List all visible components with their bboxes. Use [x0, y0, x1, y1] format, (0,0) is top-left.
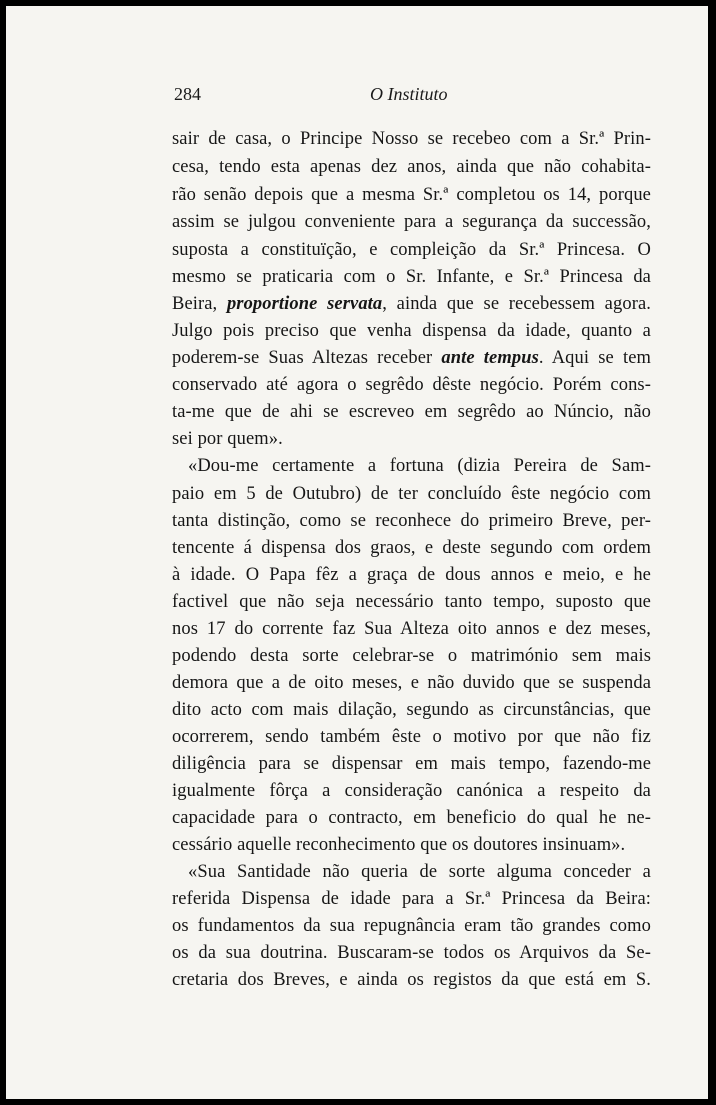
text-line: «Sua Santidade não queria de sorte alguma conceder a — [188, 862, 651, 882]
text-line: igualmente fôrça a consideração canónica a respeito da — [172, 781, 651, 801]
text-line: ta-me que de ahi se escreveo em segrêdo ao Núncio, não — [172, 402, 651, 422]
text-run: . Aqui se tem — [538, 348, 651, 368]
text-line: factivel que não seja necessário tanto tempo, suposto que — [172, 592, 651, 612]
text-line: paio em 5 de Outubro) de ter concluído êste negócio com — [172, 484, 651, 504]
text-line: tencente á dispensa dos graos, e deste segundo com ordem — [172, 538, 651, 558]
text-line: suposta a constituïção, e compleição da Sr.ª Princesa. O — [172, 240, 651, 260]
text-line: assim se julgou conveniente para a segurança da successão, — [172, 212, 651, 232]
text-run: Beira, — [172, 294, 227, 314]
text-line: rão senão depois que a mesma Sr.ª completou os 14, porque — [172, 185, 651, 205]
text-line: diligência para se dispensar em mais tempo, fazendo-me — [172, 754, 651, 774]
text-line: cesa, tendo esta apenas dez anos, ainda que não cohabita- — [172, 157, 651, 177]
text-line: «Dou-me certamente a fortuna (dizia Pereira de Sam- — [188, 456, 651, 476]
text-line: mesmo se praticaria com o Sr. Infante, e Sr.ª Princesa da — [172, 267, 651, 287]
text-line: cretaria dos Breves, e ainda os registos da que está em S. — [172, 970, 651, 990]
emphasis-text: ante tempus — [441, 348, 539, 368]
text-line: os da sua doutrina. Buscaram-se todos os Arquivos da Se- — [172, 943, 651, 963]
page-header — [174, 84, 654, 108]
text-line: capacidade para o contracto, em beneficio do qual he ne- — [172, 808, 651, 828]
text-line — [172, 345, 651, 371]
text-line: referida Dispensa de idade para a Sr.ª Princesa da Beira: — [172, 889, 651, 909]
book-page — [6, 6, 708, 1099]
text-line: conservado até agora o segrêdo dêste negócio. Porém cons- — [172, 375, 651, 395]
text-line: podendo desta sorte celebrar-se o matrimónio sem mais — [172, 646, 651, 666]
text-line — [172, 291, 651, 317]
text-run: poderem-se Suas Altezas receber — [172, 348, 442, 368]
text-line: sei por quem». — [172, 429, 283, 449]
text-line: nos 17 do corrente faz Sua Alteza oito annos e dez meses, — [172, 619, 651, 639]
text-line: Julgo pois preciso que venha dispensa da idade, quanto a — [172, 321, 651, 341]
page-number: 284 — [174, 84, 201, 104]
text-line: cessário aquelle reconhecimento que os doutores insinuam». — [172, 835, 626, 855]
text-line: os fundamentos da sua repugnância eram tão grandes como — [172, 916, 651, 936]
text-run: , ainda que se recebessem agora. — [382, 294, 651, 314]
text-line: demora que a de oito meses, e não duvido que se suspenda — [172, 673, 651, 693]
text-line: dito acto com mais dilação, segundo as circunstâncias, que — [172, 700, 651, 720]
emphasis-text: proportione servata — [226, 294, 383, 314]
text-line: sair de casa, o Principe Nosso se recebeo com a Sr.ª Prin- — [172, 129, 651, 149]
running-title: O Instituto — [370, 84, 448, 104]
text-line: à idade. O Papa fêz a graça de dous annos e meio, e he — [172, 565, 651, 585]
text-line: tanta distinção, como se reconhece do primeiro Breve, per- — [172, 511, 651, 531]
text-line: ocorrerem, sendo também êste o motivo por que não fiz — [172, 727, 651, 747]
